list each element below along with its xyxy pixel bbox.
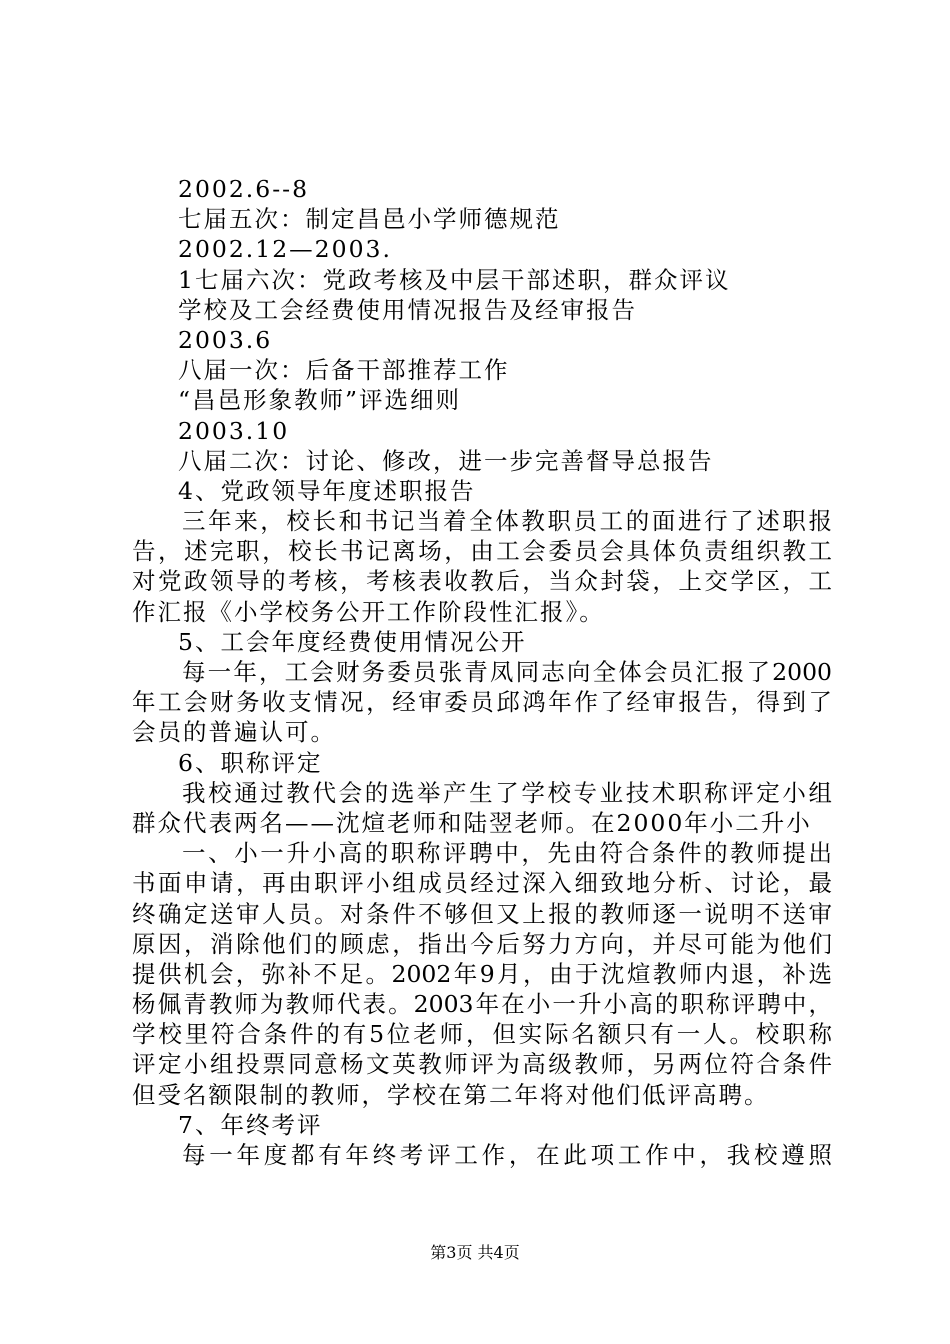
paragraph-line: 但受名额限制的教师，学校在第二年将对他们低评高聘。 — [132, 1080, 770, 1109]
document-body — [132, 174, 832, 1170]
paragraph-line: 每一年，工会财务委员张青凤同志向全体会员汇报了2000 — [182, 658, 832, 686]
text-line: 七届五次：制定昌邑小学师德规范 — [178, 205, 561, 234]
section-heading: 7、年终考评 — [178, 1110, 323, 1139]
text-line: 1七届六次：党政考核及中层干部述职，群众评议 — [178, 265, 731, 294]
paragraph-line: 对党政领导的考核，考核表收教后，当众封袋，上交学区，工 — [132, 567, 832, 596]
section-heading: 6、职称评定 — [178, 748, 323, 777]
section-heading: 4、党政领导年度述职报告 — [178, 476, 476, 505]
text-line: 2002.6--8 — [178, 175, 310, 203]
paragraph-line: 提供机会，弥补不足。2002年9月，由于沈煊教师内退，补选 — [132, 959, 832, 988]
paragraph-line: 年工会财务收支情况，经审委员邱鸿年作了经审报告，得到了 — [132, 688, 832, 717]
paragraph-line: 评定小组投票同意杨文英教师评为高级教师，另两位符合条件 — [132, 1050, 832, 1079]
paragraph-line: 群众代表两名——沈煊老师和陆翌老师。在2000年小二升小 — [132, 808, 812, 837]
page-footer: 第3页 共4页 — [430, 1243, 520, 1262]
text-line: 2003.10 — [178, 416, 290, 445]
section-heading: 5、工会年度经费使用情况公开 — [178, 627, 527, 656]
paragraph-line: 一、小一升小高的职称评聘中，先由符合条件的教师提出 — [182, 839, 832, 868]
paragraph-line: 原因，消除他们的顾虑，指出今后努力方向，并尽可能为他们 — [132, 929, 832, 958]
paragraph-line: 书面申请，再由职评小组成员经过深入细致地分析、讨论，最 — [132, 869, 832, 898]
paragraph-line: 杨佩青教师为教师代表。2003年在小一升小高的职称评聘中， — [132, 990, 832, 1019]
text-line: 2003.6 — [178, 325, 273, 354]
text-line: 2002.12—2003. — [178, 235, 392, 264]
paragraph-line: 三年来，校长和书记当着全体教职员工的面进行了述职报 — [182, 507, 832, 536]
paragraph-line: 会员的普遍认可。 — [132, 718, 336, 747]
paragraph-line: 终确定送审人员。对条件不够但又上报的教师逐一说明不送审 — [132, 899, 832, 928]
text-line: 八届二次：讨论、修改，进一步完善督导总报告 — [178, 446, 714, 475]
paragraph-line: 我校通过教代会的选举产生了学校专业技术职称评定小组 — [182, 778, 832, 807]
paragraph-line: 学校里符合条件的有5位老师，但实际名额只有一人。校职称 — [132, 1020, 832, 1049]
paragraph-line: 作汇报《小学校务公开工作阶段性汇报》。 — [132, 597, 605, 626]
text-line: “昌邑形象教师”评选细则 — [178, 386, 462, 415]
paragraph-line: 告，述完职，校长书记离场，由工会委员会具体负责组织教工 — [132, 537, 832, 566]
paragraph-line: 每一年度都有年终考评工作，在此项工作中，我校遵照 — [182, 1141, 832, 1169]
text-line: 八届一次：后备干部推荐工作 — [178, 356, 510, 385]
text-line: 学校及工会经费使用情况报告及经审报告 — [178, 295, 637, 324]
